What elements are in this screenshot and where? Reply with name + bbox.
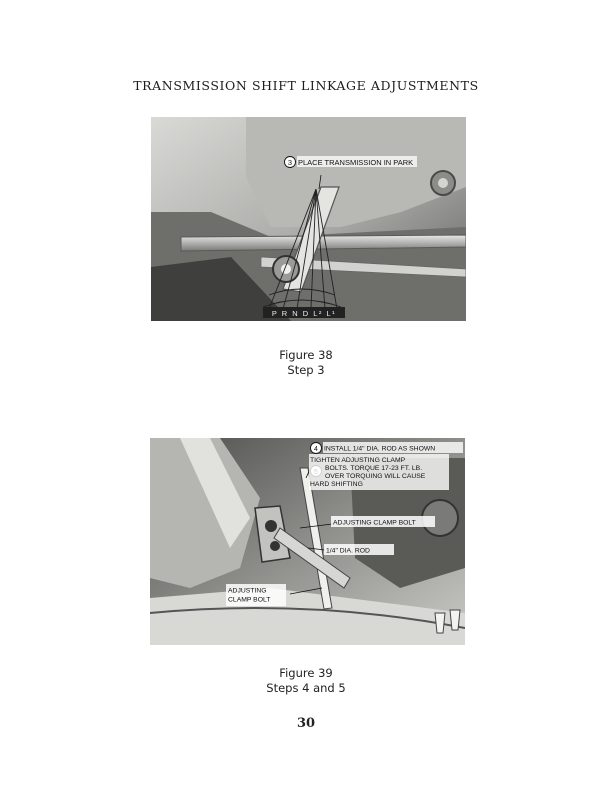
figure-39-caption [0,666,612,696]
callout-step-5-line-4: HARD SHIFTING [310,481,363,488]
figure-38-step: Step 3 [287,363,325,377]
callout-install-rod: INSTALL 1/4" DIA. ROD AS SHOWN [324,445,436,453]
figure-38-caption [0,348,612,378]
figure-38-label: Figure 38 [279,348,333,362]
figure-39-photo [150,438,465,645]
page-title: TRANSMISSION SHIFT LINKAGE ADJUSTMENTS [133,78,479,93]
label-adjusting-clamp-bolt-left-2: CLAMP BOLT [228,596,271,604]
callout-step-5-line-3: OVER TORQUING WILL CAUSE [325,473,426,480]
label-adjusting-clamp-bolt-left-1: ADJUSTING [228,587,267,595]
callout-step-5-line-2: BOLTS. TORQUE 17-23 FT. LB. [325,465,423,472]
callout-step-3-number: 3 [287,158,293,167]
figure-38-photo [151,117,466,321]
page-number: 30 [296,716,316,731]
figure-39-illustration [150,438,465,645]
callout-step-4-number: 4 [314,446,318,453]
figure-38-illustration [151,117,466,321]
label-quarter-inch-rod: 1/4" DIA. ROD [326,547,370,555]
gear-position-labels: P R N D L² L¹ [271,309,337,318]
figure-39-label: Figure 39 [279,666,333,680]
label-adjusting-clamp-bolt-right: ADJUSTING CLAMP BOLT [333,519,416,527]
callout-place-in-park: PLACE TRANSMISSION IN PARK [298,158,414,167]
callout-step-5-line-1: TIGHTEN ADJUSTING CLAMP [310,457,406,464]
figure-39-steps: Steps 4 and 5 [266,681,346,695]
